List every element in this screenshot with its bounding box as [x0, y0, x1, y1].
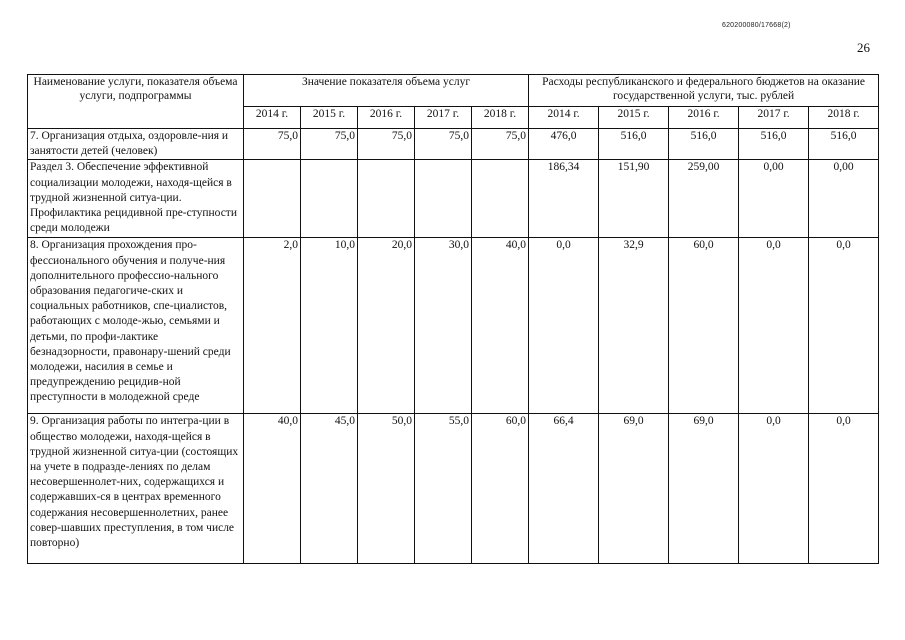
- row-service-name: 7. Организация отдыха, оздоровле-ния и занятости детей (человек): [28, 129, 244, 160]
- volume-cell: 75,0: [244, 129, 301, 160]
- header-budget-year: 2015 г.: [599, 107, 669, 129]
- volume-cell: 40,0: [244, 414, 301, 564]
- services-table: [27, 74, 879, 564]
- budget-cell: 0,0: [739, 414, 809, 564]
- budget-cell: 0,00: [739, 160, 809, 238]
- table-row: [28, 238, 879, 414]
- page-number: 26: [857, 40, 870, 55]
- budget-cell: 0,0: [809, 238, 879, 414]
- budget-cell: 0,0: [529, 238, 599, 414]
- header-volume-year: 2016 г.: [358, 107, 415, 129]
- volume-cell: [244, 160, 301, 238]
- budget-cell: 69,0: [669, 414, 739, 564]
- volume-cell: [472, 160, 529, 238]
- header-volume-year: 2014 г.: [244, 107, 301, 129]
- budget-cell: 516,0: [809, 129, 879, 160]
- budget-cell: 60,0: [669, 238, 739, 414]
- header-budget-year: 2016 г.: [669, 107, 739, 129]
- budget-cell: 66,4: [529, 414, 599, 564]
- volume-cell: [301, 160, 358, 238]
- header-budget-year: 2017 г.: [739, 107, 809, 129]
- header-budget-group: Расходы республиканского и федерального бюджетов на оказание государственной услуги, тыс. рублей: [529, 75, 879, 107]
- document-code: 620200080/17668(2): [722, 22, 791, 29]
- table-row: [28, 414, 879, 564]
- volume-cell: 55,0: [415, 414, 472, 564]
- volume-cell: 45,0: [301, 414, 358, 564]
- volume-cell: 10,0: [301, 238, 358, 414]
- volume-cell: 30,0: [415, 238, 472, 414]
- table-row: [28, 160, 879, 238]
- header-volume-group: Значение показателя объема услуг: [244, 75, 529, 107]
- budget-cell: 516,0: [739, 129, 809, 160]
- header-budget-year: 2014 г.: [529, 107, 599, 129]
- row-service-name: 9. Организация работы по интегра-ции в общество молодежи, находя-щейся в трудной жизненной ситуа-ции (состоящих на учете в подразде-лениях по делам несовершеннолет-них, содержащихся и содержавших-ся в центрах временного содержания несовершеннолетних, ранее совер-шавших преступления, в том числе повторно): [28, 414, 244, 564]
- header-name-column: Наименование услуги, показателя объема услуги, подпрограммы: [28, 75, 244, 129]
- budget-cell: 0,00: [809, 160, 879, 238]
- header-volume-year: 2018 г.: [472, 107, 529, 129]
- header-volume-year: 2015 г.: [301, 107, 358, 129]
- row-service-name: 8. Организация прохождения про-фессионального обучения и получе-ния дополнительного профессио-нального образования педагогиче-ских и социальных работников, спе-циалистов, работающих с молоде-жью, семьями и детьми, по профи-лактике безнадзорности, правонару-шений среди молодежи, насилия в семье и предупреждению рецидив-ной преступности в молодежной среде: [28, 238, 244, 414]
- volume-cell: 50,0: [358, 414, 415, 564]
- volume-cell: 75,0: [472, 129, 529, 160]
- header-row-groups: [28, 75, 879, 107]
- volume-cell: [415, 160, 472, 238]
- budget-cell: 0,0: [739, 238, 809, 414]
- budget-cell: 516,0: [599, 129, 669, 160]
- budget-cell: 516,0: [669, 129, 739, 160]
- volume-cell: 60,0: [472, 414, 529, 564]
- volume-cell: 75,0: [415, 129, 472, 160]
- header-volume-year: 2017 г.: [415, 107, 472, 129]
- budget-cell: 259,00: [669, 160, 739, 238]
- volume-cell: 20,0: [358, 238, 415, 414]
- volume-cell: 40,0: [472, 238, 529, 414]
- budget-cell: 476,0: [529, 129, 599, 160]
- budget-cell: 186,34: [529, 160, 599, 238]
- volume-cell: [358, 160, 415, 238]
- budget-cell: 0,0: [809, 414, 879, 564]
- budget-cell: 32,9: [599, 238, 669, 414]
- budget-cell: 69,0: [599, 414, 669, 564]
- volume-cell: 75,0: [301, 129, 358, 160]
- table-row: [28, 129, 879, 160]
- header-budget-year: 2018 г.: [809, 107, 879, 129]
- volume-cell: 2,0: [244, 238, 301, 414]
- volume-cell: 75,0: [358, 129, 415, 160]
- budget-cell: 151,90: [599, 160, 669, 238]
- row-section-name: Раздел 3. Обеспечение эффективной социализации молодежи, находя-щейся в трудной жизненной ситуа-ции. Профилактика рецидивной пре-ступности среди молодежи: [28, 160, 244, 238]
